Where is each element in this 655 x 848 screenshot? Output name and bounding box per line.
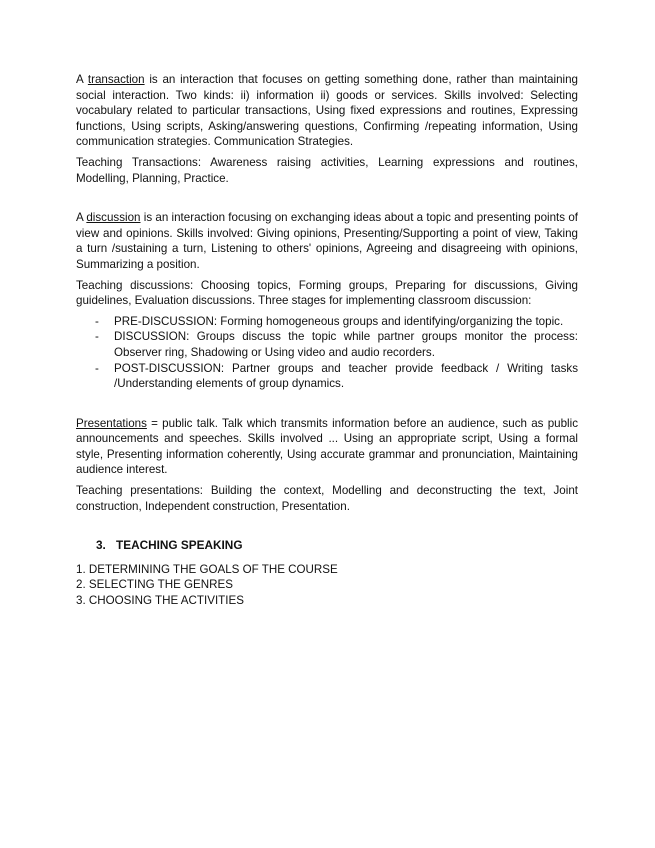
document-page: [76, 72, 578, 609]
list-item: [76, 329, 578, 360]
discussion-stages-list: [76, 314, 578, 392]
stage-text: DISCUSSION: Groups discuss the topic while partner groups monitor the process: Observer ring, Shadowing or Using video and audio recorders.: [114, 330, 578, 359]
presentations-teaching: Teaching presentations: Building the context, Modelling and deconstructing the text, Joint construction, Independent construction, Presentation.: [76, 484, 578, 513]
discussion-teaching: Teaching discussions: Choosing topics, Forming groups, Preparing for discussions, Giving guidelines, Evaluation discussions. Three stages for implementing classroom discussion:: [76, 278, 578, 308]
list-item: [76, 361, 578, 392]
stage-text: POST-DISCUSSION: Partner groups and teacher provide feedback / Writing tasks /Understanding elements of group dynamics.: [114, 361, 578, 391]
discussion-term: discussion: [86, 211, 141, 225]
list-item: 1. DETERMINING THE GOALS OF THE COURSE: [76, 562, 338, 576]
spacer: [76, 397, 578, 416]
transaction-body: is an interaction that focuses on getting something done, rather than maintaining social interaction. Two kinds: ii) information ii) goods or services. Skills involved: Selecting vocabulary related to particular transactions, Using fixed expressions and routines, Expressing functions, Using scripts, Asking/answering questions, Confirming /repeating information, Using communication strategies. Communication Strategies.: [76, 73, 578, 149]
steps-list: [76, 562, 578, 609]
presentations-body: = public talk. Talk which transmits information before an audience, such as public announcements and speeches. Skills involved ... Using an appropriate script, Using a formal style, Presenting information coherently, Using accurate grammar and pronunciation, Maintaining audience interest.: [76, 416, 578, 477]
section-title: TEACHING SPEAKING: [116, 538, 243, 553]
list-item: [76, 314, 578, 330]
bullet-dash: -: [95, 361, 99, 375]
spacer: [76, 191, 578, 210]
transaction-term: transaction: [87, 73, 145, 86]
presentations-term: Presentations: [76, 416, 147, 430]
list-item: 3. CHOOSING THE ACTIVITIES: [76, 594, 244, 608]
presentations-paragraph: [76, 416, 578, 478]
bullet-dash: -: [95, 314, 99, 328]
transaction-lead: A: [76, 73, 88, 86]
stage-text: PRE-DISCUSSION: Forming homogeneous groups and identifying/organizing the topic.: [114, 314, 564, 328]
section-number: 3.: [96, 538, 106, 553]
discussion-lead: A: [76, 211, 87, 225]
transaction-paragraph: [76, 72, 578, 150]
transaction-teaching: Teaching Transactions: Awareness raising activities, Learning expressions and routines, Modelling, Planning, Practice.: [76, 155, 578, 185]
bullet-dash: -: [95, 330, 99, 344]
list-item: 2. SELECTING THE GENRES: [76, 578, 233, 592]
discussion-paragraph: [76, 210, 578, 272]
section-heading: [96, 538, 578, 554]
discussion-body: is an interaction focusing on exchanging ideas about a topic and presenting points of view and opinions. Skills involved: Giving opinions, Presenting/Supporting a point of view, Taking a turn /sustaining a turn, Listening to others' opinions, Agreeing and disagreeing with opinions, Summarizing a position.: [76, 211, 578, 271]
